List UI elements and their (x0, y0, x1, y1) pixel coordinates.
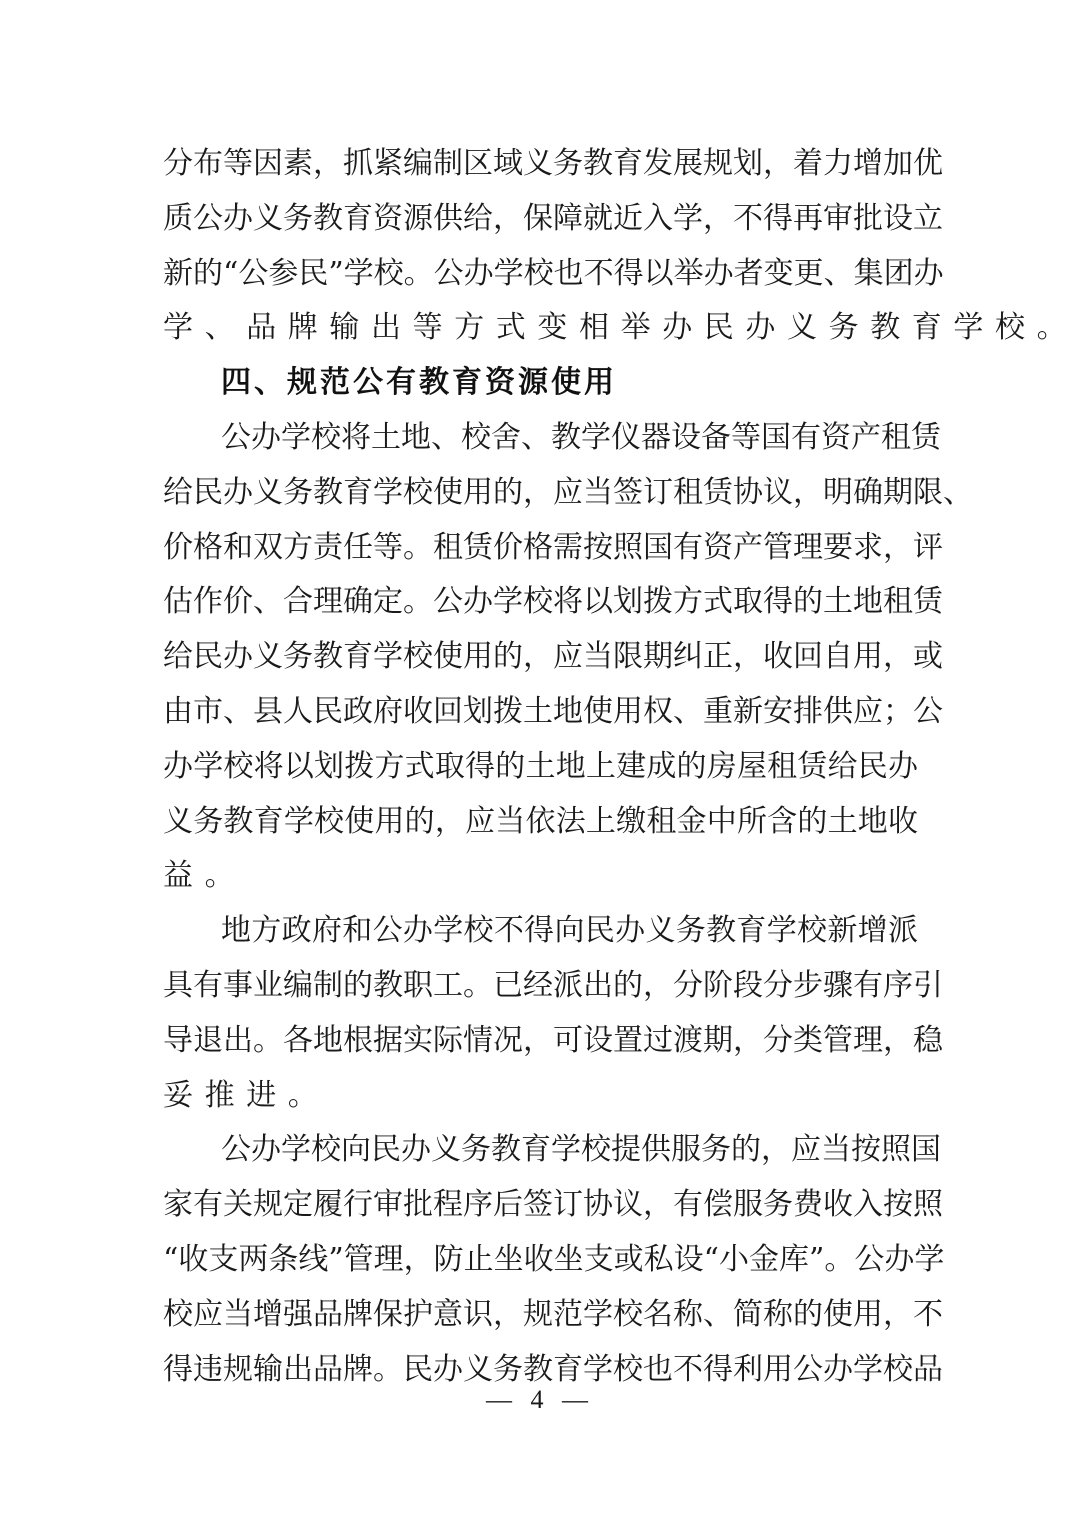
paragraph-staff-dispatch (163, 904, 943, 1123)
page-number: — 4 — (486, 1385, 594, 1414)
text-line: 得违规输出品牌。民办义务教育学校也不得利用公办学校品 (163, 1351, 943, 1387)
text-line: 质公办义务教育资源供给，保障就近入学，不得再审批设立 (163, 200, 943, 236)
text-line: 分布等因素，抓紧编制区域义务教育发展规划，着力增加优 (163, 146, 943, 181)
text-line: 校应当增强品牌保护意识，规范学校名称、简称的使用，不 (163, 1296, 943, 1332)
text-line: 家有关规定履行审批程序后签订协议，有偿服务费收入按照 (163, 1187, 943, 1223)
text-line: 义务教育学校使用的，应当依法上缴租金中所含的土地收 (163, 803, 918, 839)
text-line: 公办学校向民办义务教育学校提供服务的，应当按照国 (221, 1132, 941, 1168)
page-body (163, 137, 1079, 1397)
text-line: 地方政府和公办学校不得向民办义务教育学校新增派 (221, 913, 918, 949)
text-line: 公办学校将土地、校舍、教学仪器设备等国有资产租赁 (221, 419, 941, 455)
text-line: 学、品牌输出等方式变相举办民办义务教育学校。 (163, 310, 1079, 346)
text-line: 估作价、合理确定。公办学校将以划拨方式取得的土地租赁 (163, 584, 943, 620)
section-heading: 四、规范公有教育资源使用 (221, 365, 617, 401)
text-line: 给民办义务教育学校使用的，应当签订租赁协议，明确期限、 (163, 474, 973, 510)
text-line: 由市、县人民政府收回划拨土地使用权、重新安排供应；公 (163, 693, 943, 729)
text-line: 办学校将以划拨方式取得的土地上建成的房屋租赁给民办 (163, 748, 918, 784)
text-line: 妥推进。 (163, 1077, 330, 1113)
paragraph-services-branding (163, 1123, 945, 1397)
text-line: 益。 (163, 858, 247, 894)
text-line: 导退出。各地根据实际情况，可设置过渡期，分类管理，稳 (163, 1022, 943, 1058)
text-line: 给民办义务教育学校使用的，应当限期纠正，收回自用，或 (163, 639, 943, 675)
text-line: “收支两条线”管理，防止坐收坐支或私设“小金库”。公办学 (163, 1241, 945, 1277)
paragraph-public-assets-lease (163, 411, 973, 904)
text-line: 价格和双方责任等。租赁价格需按照国有资产管理要求，评 (163, 529, 943, 565)
text-line: 具有事业编制的教职工。已经派出的，分阶段分步骤有序引 (163, 967, 943, 1003)
paragraph-continuation (163, 137, 1079, 356)
text-line: 新的“公参民”学校。公办学校也不得以举办者变更、集团办 (163, 255, 944, 291)
